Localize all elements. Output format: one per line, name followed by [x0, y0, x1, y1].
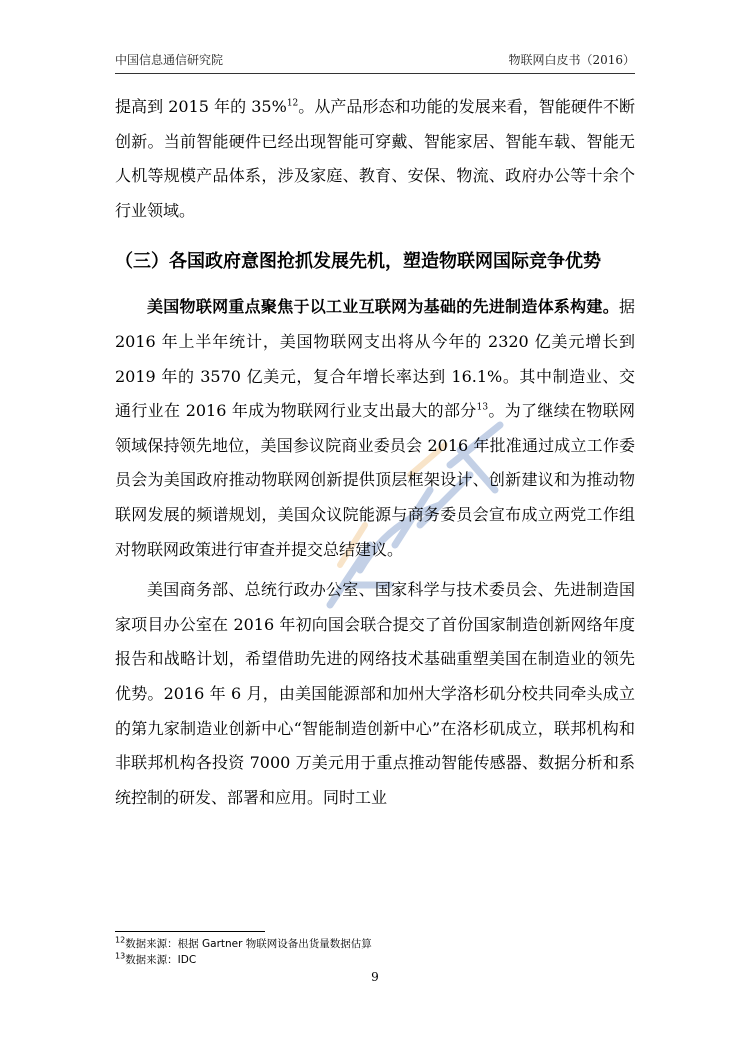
footnotes — [115, 936, 372, 968]
page-header — [115, 51, 635, 74]
footnote-item: $^{13}$数据来源：IDC — [115, 951, 197, 966]
footnote-ref-13[interactable]: 13 — [476, 402, 489, 413]
page-number: 9 — [371, 970, 379, 984]
header-organization: 中国信息通信研究院 — [115, 53, 224, 67]
footnote-ref-12[interactable]: 12 — [286, 98, 299, 109]
paragraph-us-iot: 美国物联网重点聚焦于以工业互联网为基础的先进制造体系构建。据 2016 年上半年统计，美国物联网支出将从今年的 2320 亿美元增长到 2019 年的 3570 亿美元，复合年增长率达到 16.1%。其中制造业、交通行业在 2016 年成为物联网行业支出最大的部分$^{13}$。为了继续在物联网领域保持领先地位，美国参议院商业委员会 2016 年批准通过成立工作委员会为美国政府推动物联网创新提供顶层框架设计、创新建议和为推动物联网发展的频谱规划，美国众议院能源与商务委员会宣布成立两党工作组对物联网政策进行审查并提交总结建议。 — [115, 297, 635, 559]
paragraph-us-manufacturing: 美国商务部、总统行政办公室、国家科学与技术委员会、先进制造国家项目办公室在 2016 年初向国会联合提交了首份国家制造创新网络年度报告和战略计划，希望借助先进的网络技术基础重塑美国在制造业的领先优势。2016 年 6 月，由美国能源部和加州大学洛杉矶分校共同牵头成立的第九家制造业创新中心“智能制造创新中心”在洛杉矶成立，联邦机构和非联邦机构各投资 7000 万美元用于重点推动智能传感器、数据分析和系统控制的研发、部署和应用。同时工业 — [115, 580, 635, 807]
footnote-divider — [115, 931, 265, 932]
paragraph-smart-hardware: 提高到 2015 年的 35%$^{12}$。从产品形态和功能的发展来看，智能硬件不断创新。当前智能硬件已经出现智能可穿戴、智能家居、智能车载、智能无人机等规模产品体系，涉及家庭、教育、安保、物流、政府办公等十余个行业领域。 — [115, 97, 635, 220]
header-document-title: 物联网白皮书（2016） — [508, 53, 635, 67]
footnote-item: $^{12}$数据来源：根据 Gartner 物联网设备出货量数据估算 — [115, 935, 372, 950]
section-heading: （三）各国政府意图抢抓发展先机，塑造物联网国际竞争优势 — [115, 251, 601, 273]
main-content — [115, 90, 635, 815]
